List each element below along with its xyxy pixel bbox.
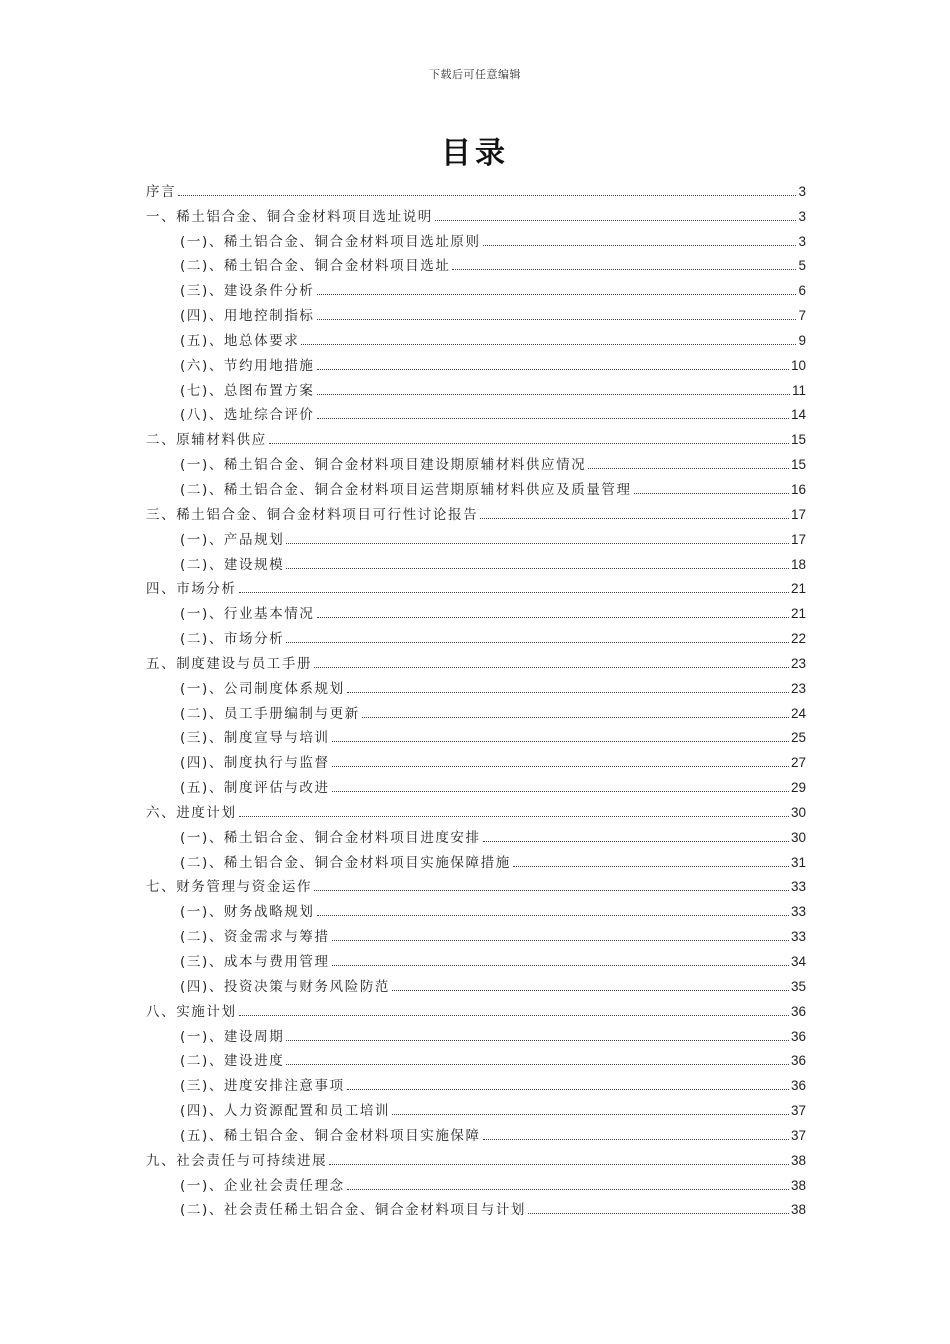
toc-page-number: 15 [790, 432, 806, 448]
toc-subentry[interactable] [146, 474, 806, 499]
toc-page-number: 38 [790, 1202, 806, 1218]
toc-page-number: 10 [790, 357, 806, 373]
toc-page-number: 37 [790, 1127, 806, 1143]
toc-page-number: 9 [798, 332, 806, 348]
toc-dot-leader [483, 1139, 789, 1140]
toc-entry-label: (二)、稀土铝合金、铜合金材料项目运营期原辅材料供应及质量管理 [180, 481, 632, 498]
toc-page-number: 38 [790, 1152, 806, 1168]
toc-page-number: 7 [798, 308, 806, 324]
toc-entry-label: (二)、员工手册编制与更新 [180, 705, 360, 722]
toc-entry-label: (五)、制度评估与改进 [180, 780, 330, 797]
toc-dot-leader [480, 518, 789, 519]
toc-subentry[interactable] [146, 350, 806, 375]
toc-entry[interactable] [146, 499, 806, 524]
toc-page-number: 37 [790, 1103, 806, 1119]
toc-page-number: 33 [790, 879, 806, 895]
toc-dot-leader [239, 592, 789, 593]
toc-page-number: 17 [790, 506, 806, 522]
toc-dot-leader [317, 294, 797, 295]
toc-dot-leader [269, 443, 789, 444]
toc-entry-label: 一、稀土铝合金、铜合金材料项目选址说明 [146, 208, 433, 225]
toc-dot-leader [513, 866, 789, 867]
toc-entry-label: (四)、用地控制指标 [180, 308, 315, 325]
toc-entry-label: 四、市场分析 [146, 581, 237, 598]
toc-subentry[interactable] [146, 946, 806, 971]
toc-page-number: 30 [790, 829, 806, 845]
toc-dot-leader [347, 1089, 789, 1090]
toc-page-number: 34 [790, 954, 806, 969]
toc-subentry[interactable] [146, 375, 806, 400]
toc-page-number: 21 [790, 606, 806, 622]
toc-page-number: 3 [798, 208, 806, 224]
toc-dot-leader [286, 543, 789, 544]
toc-entry-label: (一)、稀土铝合金、铜合金材料项目建设期原辅材料供应情况 [180, 457, 587, 474]
toc-dot-leader [317, 617, 789, 618]
toc-page-number: 30 [790, 804, 806, 820]
toc-entry-label: 序言 [146, 183, 177, 200]
toc-dot-leader [317, 394, 790, 395]
toc-page-number: 6 [798, 283, 806, 299]
toc-entry-label: 九、社会责任与可持续进展 [146, 1152, 328, 1169]
toc-page-number: 22 [790, 631, 806, 647]
toc-dot-leader [286, 1040, 789, 1041]
toc-subentry[interactable] [146, 1120, 806, 1145]
toc-entry-label: (一)、稀土铝合金、铜合金材料项目进度安排 [180, 829, 481, 846]
toc-page-number: 15 [790, 457, 806, 473]
toc-page-number: 5 [798, 258, 806, 274]
toc-dot-leader [286, 568, 789, 569]
toc-entry[interactable] [146, 648, 806, 673]
toc-entry-label: (五)、稀土铝合金、铜合金材料项目实施保障 [180, 1127, 481, 1144]
toc-dot-leader [332, 741, 789, 742]
toc-subentry[interactable] [146, 300, 806, 325]
toc-dot-leader [452, 269, 796, 270]
toc-page-number: 27 [790, 755, 806, 771]
toc-entry[interactable] [146, 872, 806, 897]
toc-subentry[interactable] [146, 971, 806, 996]
toc-entry-label: (一)、企业社会责任理念 [180, 1177, 345, 1194]
toc-entry-label: (二)、建设进度 [180, 1053, 285, 1070]
toc-page-number: 16 [790, 481, 806, 497]
toc-entry-label: (一)、产品规划 [180, 531, 285, 548]
toc-entry-label: (一)、建设周期 [180, 1028, 285, 1045]
toc-entry-label: (七)、总图布置方案 [180, 382, 315, 399]
toc-entry-label: (三)、成本与费用管理 [180, 954, 330, 970]
toc-subentry[interactable] [146, 275, 806, 300]
toc-page-number: 21 [790, 581, 806, 597]
toc-subentry[interactable] [146, 251, 806, 276]
toc-entry-label: (二)、建设规模 [180, 556, 285, 573]
toc-subentry[interactable] [146, 698, 806, 723]
toc-subentry[interactable] [146, 1021, 806, 1046]
toc-subentry[interactable] [146, 847, 806, 872]
toc-entry-label: (二)、社会责任稀土铝合金、铜合金材料项目与计划 [180, 1202, 526, 1219]
toc-subentry[interactable] [146, 598, 806, 623]
toc-dot-leader [332, 940, 789, 941]
toc-page-number: 35 [790, 978, 806, 994]
toc-subentry[interactable] [146, 921, 806, 946]
toc-entry[interactable] [146, 424, 806, 449]
toc-page-number: 36 [790, 1028, 806, 1044]
toc-entry-label: (六)、节约用地措施 [180, 357, 315, 374]
toc-page-number: 14 [790, 407, 806, 423]
toc-dot-leader [317, 369, 789, 370]
toc-dot-leader [332, 791, 789, 792]
toc-entry[interactable] [146, 797, 806, 822]
toc-dot-leader [634, 493, 789, 494]
toc-entry-label: 六、进度计划 [146, 804, 237, 821]
toc-page-number: 18 [790, 556, 806, 572]
toc-subentry[interactable] [146, 1170, 806, 1195]
toc-subentry[interactable] [146, 449, 806, 474]
toc-dot-leader [301, 344, 796, 345]
toc-entry-label: (四)、人力资源配置和员工培训 [180, 1103, 391, 1120]
toc-entry-label: (二)、市场分析 [180, 631, 285, 648]
toc-dot-leader [435, 220, 797, 221]
toc-page-number: 33 [790, 904, 806, 920]
toc-subentry[interactable] [146, 822, 806, 847]
toc-entry-label: (三)、制度宣导与培训 [180, 730, 330, 747]
toc-entry-label: (一)、公司制度体系规划 [180, 680, 345, 697]
toc-entry[interactable] [146, 201, 806, 226]
toc-subentry[interactable] [146, 549, 806, 574]
toc-dot-leader [332, 766, 789, 767]
toc-dot-leader [347, 692, 789, 693]
toc-entry[interactable] [146, 996, 806, 1021]
page-header: 下载后可任意编辑 [429, 68, 521, 81]
toc-subentry[interactable] [146, 723, 806, 748]
toc-entry-label: 八、实施计划 [146, 1003, 237, 1020]
toc-page-number: 33 [790, 929, 806, 945]
toc-entry[interactable] [146, 176, 806, 201]
toc-page-number: 23 [790, 655, 806, 671]
toc-subentry[interactable] [146, 1070, 806, 1095]
toc-subentry[interactable] [146, 226, 806, 251]
toc-page-number: 31 [790, 854, 806, 870]
toc-page-number: 29 [790, 780, 806, 796]
toc-page-number: 25 [790, 730, 806, 746]
toc-dot-leader [239, 816, 789, 817]
toc-dot-leader [483, 841, 789, 842]
toc-dot-leader [392, 990, 789, 991]
toc-page-number: 36 [790, 1078, 806, 1094]
toc-entry-label: (八)、选址综合评价 [180, 407, 315, 424]
toc-dot-leader [286, 642, 789, 643]
toc-entry-label: (三)、进度安排注意事项 [180, 1078, 345, 1095]
toc-page-number: 24 [790, 705, 806, 721]
toc-entry-label: (二)、稀土铝合金、铜合金材料项目实施保障措施 [180, 854, 511, 871]
toc-entry-label: (一)、财务战略规划 [180, 904, 315, 921]
toc-entry-label: (四)、投资决策与财务风险防范 [180, 978, 391, 995]
toc-subentry[interactable] [146, 623, 806, 648]
toc-entry[interactable] [146, 1145, 806, 1170]
toc-dot-leader [314, 890, 789, 891]
toc-entry-label: (一)、稀土铝合金、铜合金材料项目选址原则 [180, 233, 481, 250]
toc-subentry[interactable] [146, 325, 806, 350]
toc-page-number: 36 [790, 1003, 806, 1019]
toc-entry-label: (五)、地总体要求 [180, 332, 300, 349]
toc-entry-label: 七、财务管理与资金运作 [146, 879, 313, 896]
toc-entry-label: (二)、资金需求与筹措 [180, 929, 330, 946]
toc-entry-label: 二、原辅材料供应 [146, 432, 267, 449]
toc-subentry[interactable] [146, 673, 806, 698]
page-title: 目录 [441, 136, 509, 171]
toc-entry[interactable] [146, 574, 806, 599]
toc-dot-leader [392, 1114, 789, 1115]
toc-dot-leader [362, 717, 789, 718]
toc-subentry[interactable] [146, 400, 806, 425]
toc-entry-label: 三、稀土铝合金、铜合金材料项目可行性讨论报告 [146, 506, 479, 523]
toc-entry-label: 五、制度建设与员工手册 [146, 655, 313, 672]
toc-dot-leader [317, 418, 789, 419]
toc-dot-leader [347, 1189, 789, 1190]
toc-dot-leader [317, 319, 797, 320]
toc-dot-leader [286, 1064, 789, 1065]
toc-subentry[interactable] [146, 1195, 806, 1220]
toc-page-number: 17 [790, 531, 806, 547]
toc-entry-label: (四)、制度执行与监督 [180, 755, 330, 772]
toc-dot-leader [239, 1015, 789, 1016]
toc-subentry[interactable] [146, 1046, 806, 1071]
toc-page-number: 38 [790, 1177, 806, 1193]
toc-dot-leader [178, 195, 796, 196]
toc-page-number: 23 [790, 680, 806, 696]
toc-dot-leader [528, 1213, 789, 1214]
toc-dot-leader [329, 1164, 789, 1165]
toc-dot-leader [483, 245, 797, 246]
toc-subentry[interactable] [146, 1095, 806, 1120]
toc-dot-leader [317, 915, 789, 916]
toc-dot-leader [332, 965, 789, 966]
toc-page-number: 3 [798, 233, 806, 249]
toc-dot-leader [314, 667, 789, 668]
table-of-contents [146, 176, 806, 1219]
toc-entry-label: (一)、行业基本情况 [180, 606, 315, 623]
toc-dot-leader [588, 468, 789, 469]
toc-subentry[interactable] [146, 896, 806, 921]
toc-entry-label: (二)、稀土铝合金、铜合金材料项目选址 [180, 258, 451, 275]
toc-entry-label: (三)、建设条件分析 [180, 283, 315, 300]
toc-subentry[interactable] [146, 747, 806, 772]
toc-page-number: 3 [798, 183, 806, 199]
toc-subentry[interactable] [146, 524, 806, 549]
toc-page-number: 11 [791, 382, 806, 398]
toc-subentry[interactable] [146, 772, 806, 797]
toc-page-number: 36 [790, 1053, 806, 1069]
